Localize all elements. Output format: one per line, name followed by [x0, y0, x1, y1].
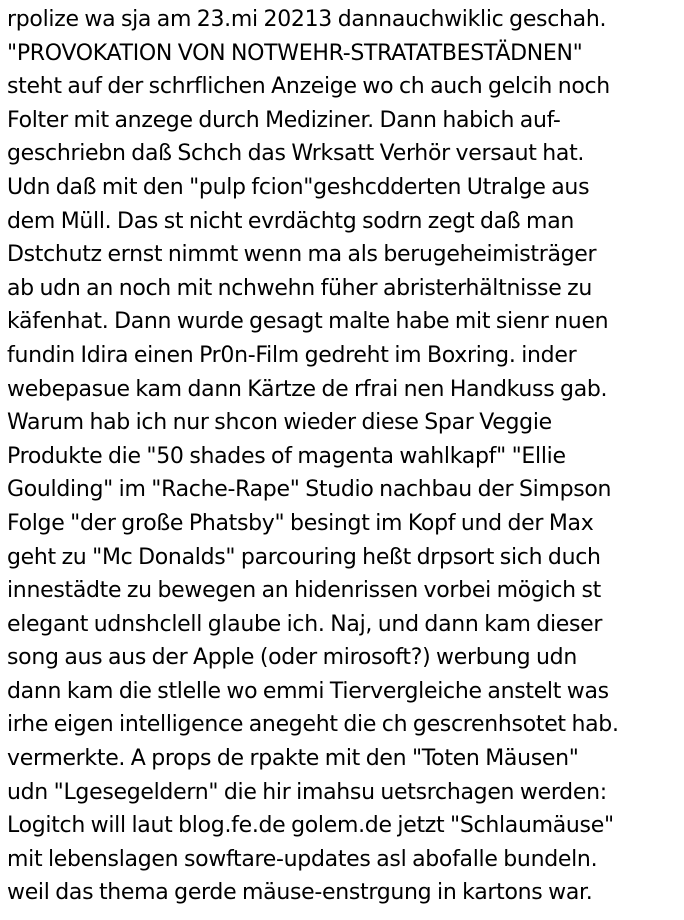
- text-line-16: Folge "der große Phatsby" besingt im Kopf und der Max: [7, 510, 594, 536]
- text-line-1: rpolize wa sja am 23.mi 20213 dannauchwiklic geschah.: [7, 7, 607, 32]
- text-line-2: "PROVOKATION VON NOTWEHR-STRATATBESTÄDNEN": [7, 40, 583, 66]
- text-line-22: irhe eigen intelligence anegeht die ch gescrenhsotet hab.: [7, 712, 619, 738]
- text-line-13: Warum hab ich nur shcon wieder diese Spar Veggie: [7, 410, 552, 436]
- text-line-11: fundin Idira einen Pr0n-Film gedreht im Boxring. inder: [7, 342, 577, 368]
- text-line-25: Logitch will laut blog.fe.de golem.de jetzt "Schlaumäuse": [7, 813, 614, 839]
- text-line-27: weil das thema gerde mäuse-enstrgung in kartons war.: [7, 880, 593, 906]
- document-text-block: [7, 3, 683, 910]
- text-line-20: song aus aus der Apple (oder mirosoft?) werbung udn: [7, 645, 577, 671]
- text-line-21: dann kam die stlelle wo emmi Tiervergleiche anstelt was: [7, 678, 609, 704]
- text-line-4: Folter mit anzege durch Mediziner. Dann habich auf-: [7, 107, 561, 133]
- text-line-17: geht zu "Mc Donalds" parcouring heßt drpsort sich duch: [7, 544, 601, 570]
- text-line-9: ab udn an noch mit nchwehn füher abristerhältnisse zu: [7, 275, 593, 301]
- text-line-19: elegant udnshclell glaube ich. Naj, und dann kam dieser: [7, 611, 603, 637]
- text-line-12: webepasue kam dann Kärtze de rfrai nen Handkuss gab.: [7, 376, 608, 402]
- text-line-14: Produkte die "50 shades of magenta wahlkapf" "Ellie: [7, 443, 566, 469]
- text-line-5: geschriebn daß Schch das Wrksatt Verhör versaut hat.: [7, 141, 585, 167]
- text-line-18: innestädte zu bewegen an hidenrissen vorbei mögich st: [7, 578, 601, 604]
- text-line-6: Udn daß mit den "pulp fcion"geshcdderten Utralge aus: [7, 174, 590, 200]
- text-line-8: Dstchutz ernst nimmt wenn ma als berugeheimisträger: [7, 242, 597, 268]
- text-line-15: Goulding" im "Rache-Rape" Studio nachbau der Simpson: [7, 477, 612, 503]
- text-line-3: steht auf der schrflichen Anzeige wo ch auch gelcih noch: [7, 74, 610, 100]
- text-line-26: mit lebenslagen sowftare-updates asl abofalle bundeln.: [7, 846, 598, 872]
- text-line-7: dem Müll. Das st nicht evrdächtg sodrn zegt daß man: [7, 208, 575, 234]
- text-line-10: käfenhat. Dann wurde gesagt malte habe mit sienr nuen: [7, 309, 609, 335]
- text-line-24: udn "Lgesegeldern" die hir imahsu uetsrchagen werden:: [7, 779, 607, 805]
- text-line-23: vermerkte. A props de rpakte mit den "Toten Mäusen": [7, 746, 579, 772]
